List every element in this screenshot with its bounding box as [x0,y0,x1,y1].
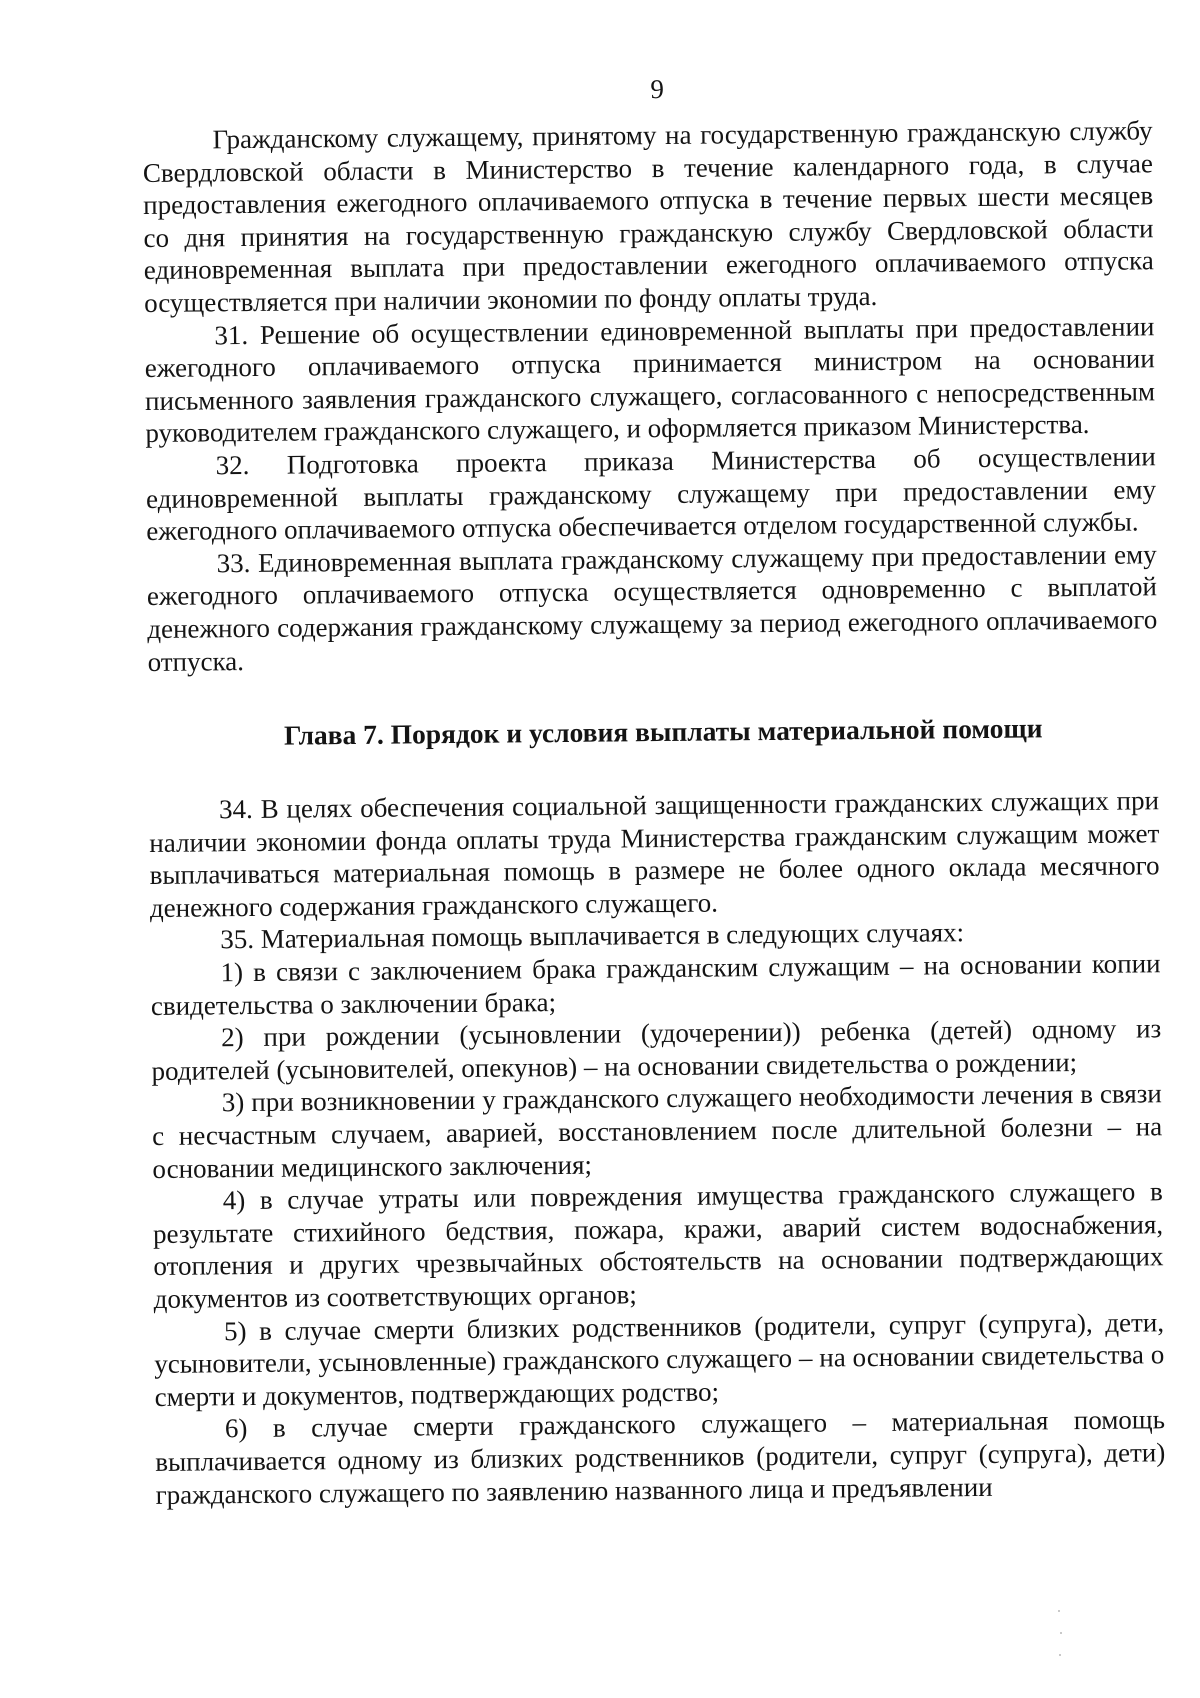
list-item-6: 6) в случае смерти гражданского служащего – материальная помощь выплачивается одному из близких родственников (родители, супруг (супруга), дети) гражданского служащего по заявлению названного лица и предъявлении [155,1404,1166,1510]
list-item-5: 5) в случае смерти близких родственников (родители, супруг (супруга), дети, усыновители, усыновленные) гражданского служащего – на основании свидетельства о смерти и документов, подтверждающих родство; [154,1306,1165,1412]
list-item-3: 3) при возникновении у гражданского служащего необходимости лечения в связи с несчастным случаем, аварией, восстановлением после длительной болезни – на основании медицинского заключения; [152,1078,1163,1184]
paragraph-32: 32. Подготовка проекта приказа Министерства об осуществлении единовременной выплаты гражданскому служащему при предоставлении ему ежегодного оплачиваемого отпуска обеспечивается отделом государственной службы. [145,441,1157,547]
scan-speck [1059,1654,1061,1656]
chapter-title: Глава 7. Порядок и условия выплаты материальной помощи [283,712,1043,751]
scan-speck [1058,1610,1060,1612]
page-content [142,68,1166,1511]
paragraph-35: 35. Материальная помощь выплачивается в следующих случаях: [220,917,965,955]
paragraph-33: 33. Единовременная выплата гражданскому служащему при предоставлении ему ежегодного оплачиваемого отпуска осуществляется одновременно с выплатой денежного содержания гражданскому служащему за период ежегодного оплачиваемого отпуска. [146,539,1158,677]
intro-paragraph: Гражданскому служащему, принятому на государственную гражданскую службу Свердловской области в Министерство в течение календарного года, в случае предоставления ежегодного оплачиваемого отпуска в течение первых шести месяцев со дня принятия на государственную гражданскую службу Свердловской области единовременная выплата при предоставлении ежегодного оплачиваемого отпуска осуществляется при наличии экономии по фонду оплаты труда. [142,115,1154,318]
paragraph-34: 34. В целях обеспечения социальной защищенности гражданских служащих при наличии экономии фонда оплаты труда Министерства гражданским служащим может выплачиваться материальная помощь в размере не более одного оклада месячного денежного содержания гражданского служащего. [149,785,1160,923]
scan-speck [1060,1632,1062,1634]
list-item-2: 2) при рождении (усыновлении (удочерении)) ребенка (детей) одному из родителей (усыновителей, опекунов) – на основании свидетельства о рождении; [151,1013,1162,1086]
list-item-4: 4) в случае утраты или повреждения имущества гражданского служащего в результате стихийного бедствия, пожара, кражи, аварий систем водоснабжения, отопления и других чрезвычайных обстоятельств на основании подтверждающих документов из соответствующих органов; [152,1176,1164,1314]
paragraph-31: 31. Решение об осуществлении единовременной выплаты при предоставлении ежегодного оплачиваемого отпуска принимается министром на основании письменного заявления гражданского служащего, согласованного с непосредственным руководителем гражданского служащего, и оформляется приказом Министерства. [144,310,1156,449]
page-number: 9 [650,73,665,105]
list-item-1: 1) в связи с заключением брака гражданским служащим – на основании копии свидетельства о заключении брака; [150,948,1161,1021]
